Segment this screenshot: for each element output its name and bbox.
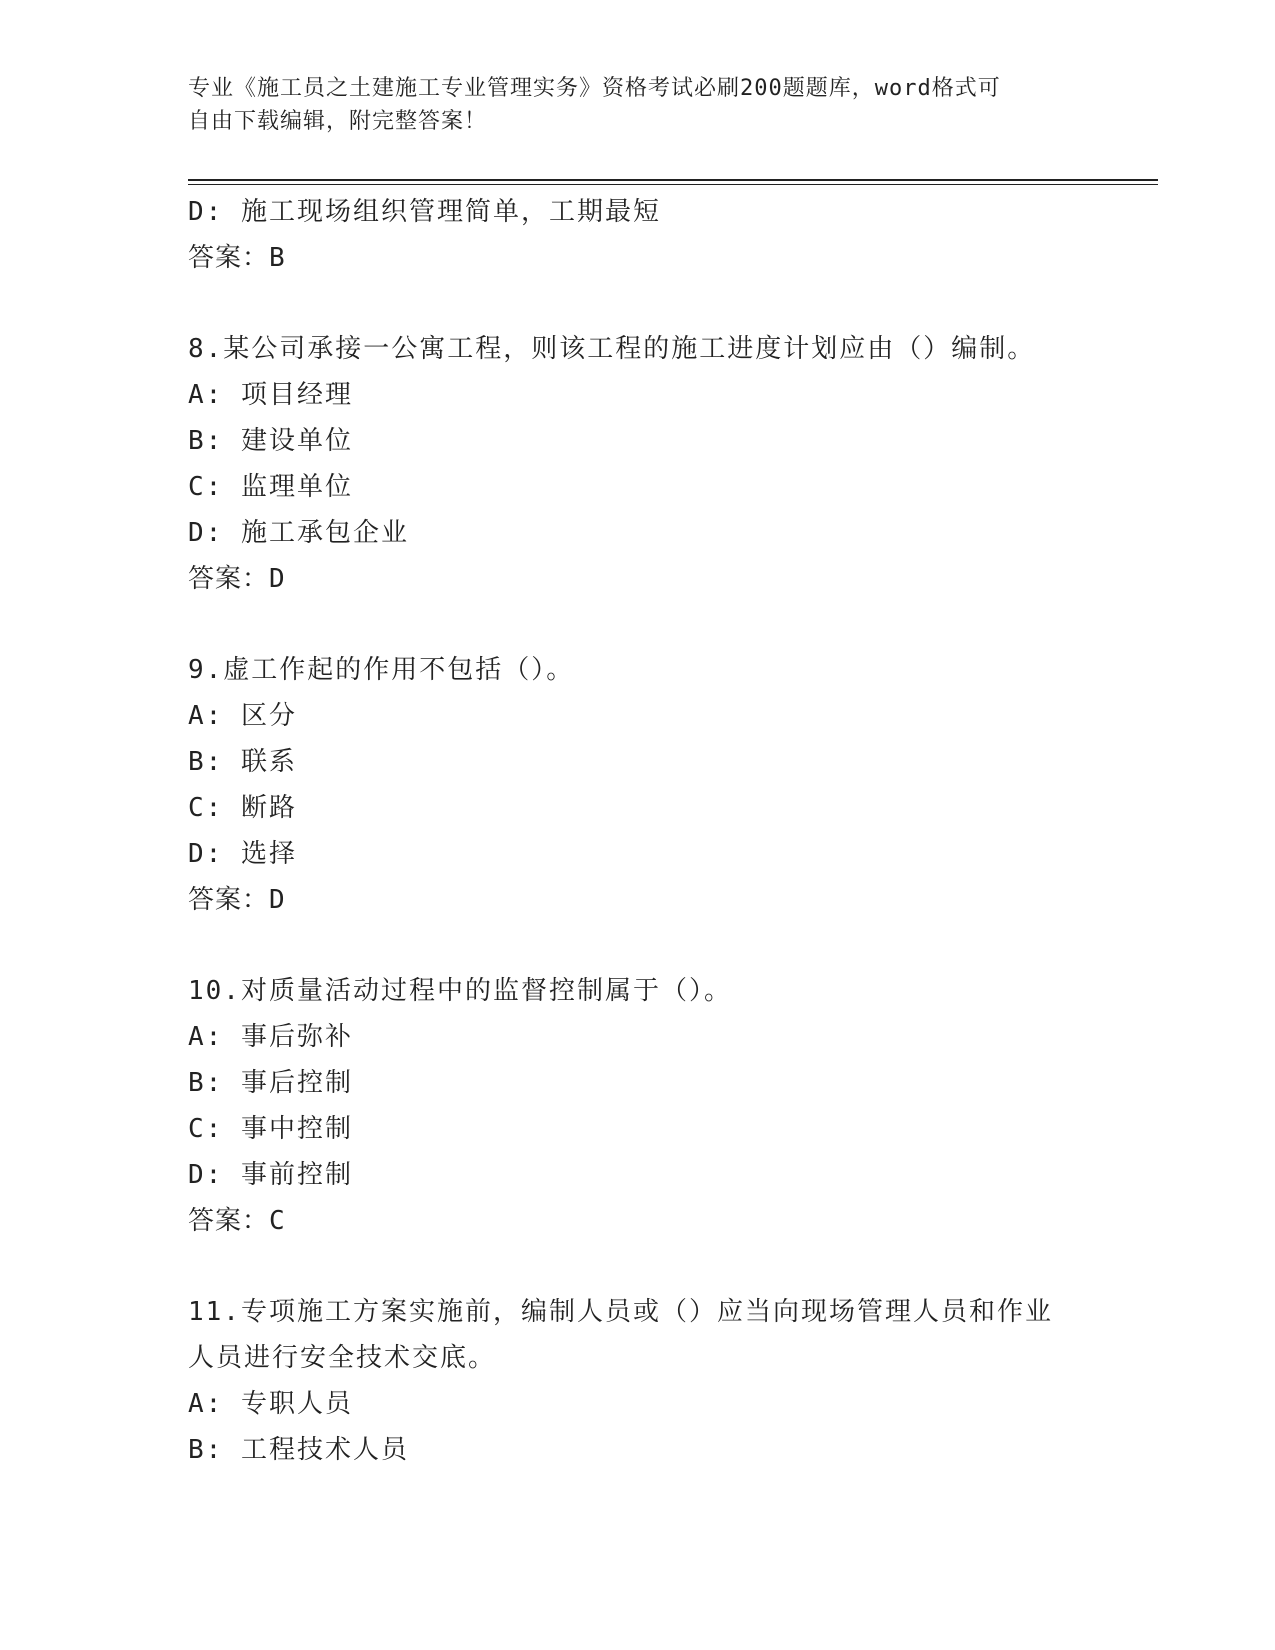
option-b: B: 建设单位 <box>188 426 353 456</box>
option-a: A: 事后弥补 <box>188 1022 353 1052</box>
header-divider-thin <box>188 184 1158 185</box>
answer-line: 答案：B <box>188 243 286 273</box>
question-stem: 10.对质量活动过程中的监督控制属于（）。 <box>188 976 732 1006</box>
option-d: D: 施工承包企业 <box>188 518 409 548</box>
option-b: B: 工程技术人员 <box>188 1435 409 1465</box>
answer-line: 答案：D <box>188 564 286 594</box>
question-list <box>188 189 1088 1473</box>
option-b: B: 事后控制 <box>188 1068 353 1098</box>
question-stem: 9.虚工作起的作用不包括（）。 <box>188 655 575 685</box>
option-a: A: 项目经理 <box>188 380 353 410</box>
question-8 <box>188 326 1088 602</box>
document-header <box>188 72 1088 138</box>
question-9 <box>188 647 1088 923</box>
option-d: D: 选择 <box>188 839 297 869</box>
question-10 <box>188 968 1088 1244</box>
option-d: D: 施工现场组织管理简单，工期最短 <box>188 197 661 227</box>
answer-line: 答案：C <box>188 1206 286 1236</box>
answer-line: 答案：D <box>188 885 286 915</box>
option-c: C: 监理单位 <box>188 472 353 502</box>
header-title-line-2: 自由下载编辑，附完整答案！ <box>188 109 488 134</box>
question-stem-continued: 人员进行安全技术交底。 <box>188 1343 497 1373</box>
option-a: A: 区分 <box>188 701 297 731</box>
option-d: D: 事前控制 <box>188 1160 353 1190</box>
option-a: A: 专职人员 <box>188 1389 353 1419</box>
question-stem: 8.某公司承接一公寓工程，则该工程的施工进度计划应由（）编制。 <box>188 334 1036 364</box>
header-title-line-1: 专业《施工员之土建施工专业管理实务》资格考试必刷200题题库，word格式可 <box>188 76 1001 101</box>
header-divider <box>188 179 1158 181</box>
option-c: C: 事中控制 <box>188 1114 353 1144</box>
option-b: B: 联系 <box>188 747 297 777</box>
option-c: C: 断路 <box>188 793 297 823</box>
question-11 <box>188 1289 1088 1473</box>
question-7-tail <box>188 189 1088 281</box>
question-stem: 11.专项施工方案实施前，编制人员或（）应当向现场管理人员和作业 <box>188 1297 1053 1327</box>
